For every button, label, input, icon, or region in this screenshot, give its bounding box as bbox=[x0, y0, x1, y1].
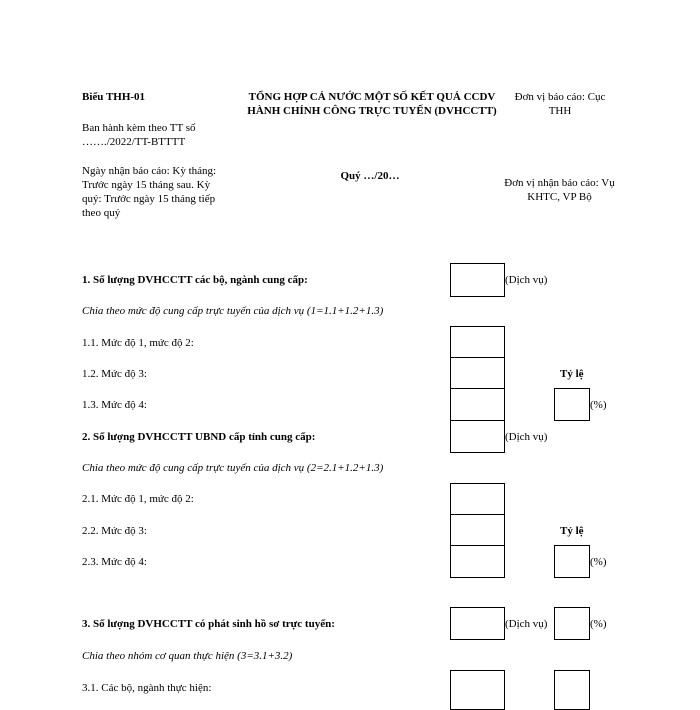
section3-item1-label: 3.1. Các bộ, ngành thực hiện: bbox=[82, 682, 212, 694]
section1-total-box[interactable] bbox=[450, 263, 505, 297]
section2-title: 2. Số lượng DVHCCTT UBND cấp tỉnh cung cấp: bbox=[82, 431, 316, 443]
section3-unit: (Dịch vụ) bbox=[505, 618, 548, 630]
section2-item3-box[interactable] bbox=[450, 545, 505, 578]
section1-item1-label: 1.1. Mức độ 1, mức độ 2: bbox=[82, 337, 194, 349]
section1-item1-box[interactable] bbox=[450, 326, 505, 359]
section2-ratio-label: Tỷ lệ bbox=[560, 525, 584, 537]
section3-title: 3. Số lượng DVHCCTT có phát sinh hồ sơ trực tuyến: bbox=[82, 618, 335, 630]
section1-ratio-box[interactable] bbox=[554, 388, 590, 421]
section1-item2-box[interactable] bbox=[450, 357, 505, 390]
title-line-2: HÀNH CHÍNH CÔNG TRỰC TUYẾN (DVHCCTT) bbox=[247, 105, 497, 117]
section2-percent: (%) bbox=[590, 556, 607, 568]
section3-item1-box[interactable] bbox=[450, 670, 505, 710]
section3-item1-ratio-box[interactable] bbox=[554, 670, 590, 710]
receiving-unit: Đơn vị nhận báo cáo: Vụ KHTC, VP Bộ bbox=[504, 177, 615, 203]
section2-total-box[interactable] bbox=[450, 420, 505, 453]
section2-item1-box[interactable] bbox=[450, 483, 505, 516]
section2-ratio-box[interactable] bbox=[554, 545, 590, 578]
section1-item3-box[interactable] bbox=[450, 388, 505, 421]
section1-unit: (Dịch vụ) bbox=[505, 274, 548, 286]
section2-item2-label: 2.2. Mức độ 3: bbox=[82, 525, 147, 537]
receive-date-note: Ngày nhận báo cáo: Kỳ tháng: Trước ngày 15 tháng sau. Kỳ quý: Trước ngày 15 tháng tiếp theo quý bbox=[82, 165, 217, 219]
page-title bbox=[232, 90, 512, 118]
section1-item2-label: 1.2. Mức độ 3: bbox=[82, 368, 147, 380]
section2-item3-label: 2.3. Mức độ 4: bbox=[82, 556, 147, 568]
section1-ratio-label: Tỷ lệ bbox=[560, 368, 584, 380]
reporting-unit: Đơn vị báo cáo: Cục THH bbox=[514, 91, 606, 117]
section1-note: Chia theo mức độ cung cấp trực tuyến của dịch vụ (1=1.1+1.2+1.3) bbox=[82, 305, 384, 317]
form-code: Biểu THH-01 bbox=[82, 91, 146, 103]
title-line-1: TỔNG HỢP CẢ NƯỚC MỘT SỐ KẾT QUẢ CCDV bbox=[248, 91, 496, 103]
section3-percent: (%) bbox=[590, 618, 607, 630]
section1-percent: (%) bbox=[590, 399, 607, 411]
section2-item2-box[interactable] bbox=[450, 514, 505, 547]
section3-ratio-box[interactable] bbox=[554, 607, 590, 640]
section2-note: Chia theo mức độ cung cấp trực tuyến của dịch vụ (2=2.1+1.2+1.3) bbox=[82, 462, 384, 474]
section3-total-box[interactable] bbox=[450, 607, 505, 640]
period: Quý …/20… bbox=[340, 170, 400, 182]
section1-title: 1. Số lượng DVHCCTT các bộ, ngành cung cấp: bbox=[82, 274, 308, 286]
section1-item3-label: 1.3. Mức độ 4: bbox=[82, 399, 147, 411]
issued-under: Ban hành kèm theo TT số ……./2022/TT-BTTTT bbox=[82, 122, 196, 148]
section2-item1-label: 2.1. Mức độ 1, mức độ 2: bbox=[82, 493, 194, 505]
section2-unit: (Dịch vụ) bbox=[505, 431, 548, 443]
section3-note: Chia theo nhóm cơ quan thực hiện (3=3.1+3.2) bbox=[82, 650, 293, 662]
